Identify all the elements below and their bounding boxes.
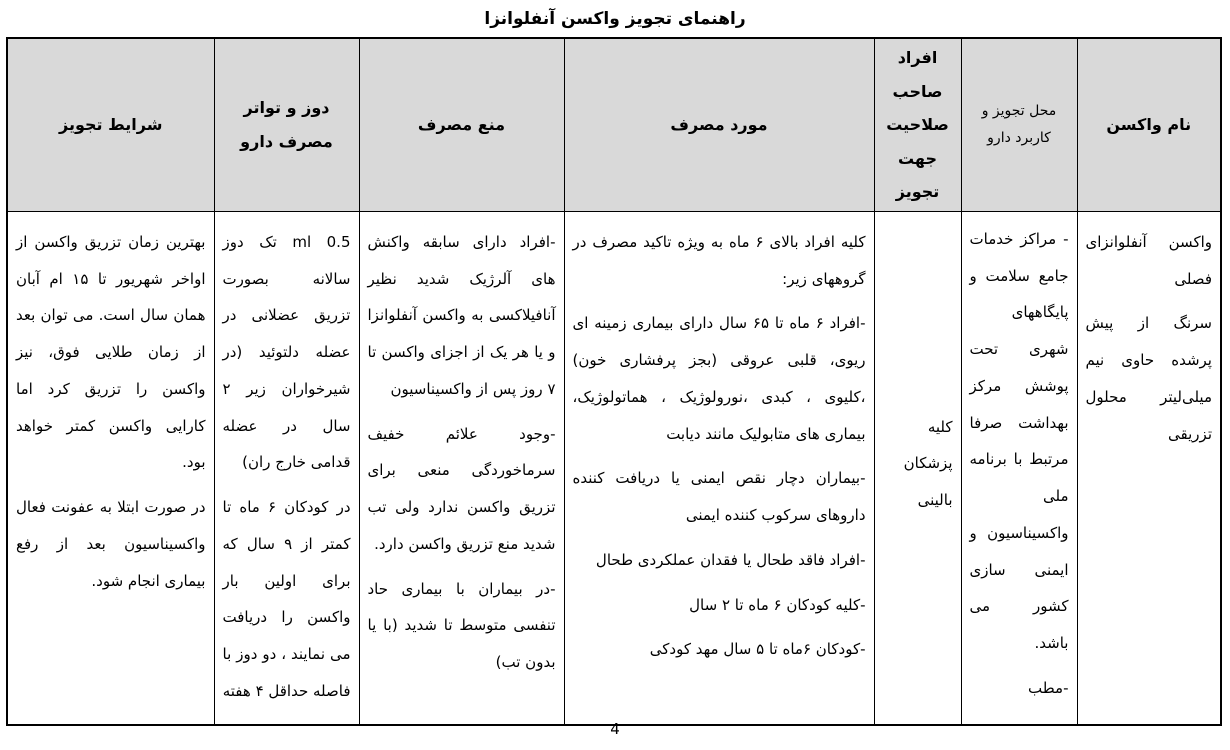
indications-item-5: -کودکان ۶ماه تا ۵ سال مهد کودکی (649, 640, 866, 659)
indications-item-2: -بیماران دچار نقص ایمنی یا دریافت کننده داروهای سرکوب کننده ایمنی (572, 469, 866, 525)
header-indications: مورد مصرف (564, 38, 874, 211)
header-vaccine-name: نام واکسن (1077, 38, 1221, 211)
cell-dose-frequency (214, 211, 359, 724)
page-number: 4 (610, 720, 620, 738)
contraindications-item-2: -وجود علائم خفیف سرماخوردگی منعی برای تزریق واکسن ندارد ولی تب شدید منع تزریق واکسن دارد. (367, 424, 556, 553)
cell-contraindications (359, 211, 564, 724)
header-administration-site: محل تجویز و کاربرد دارو (961, 38, 1077, 211)
contraindications-item-1: -افراد دارای سابقه واکنش های آلرژیک شدید نظیر آنافیلاکسی به واکسن آنفلوانزا و یا هر یک از اجزای واکسن تا ۷ روز پس از واکسیناسیون (367, 232, 556, 398)
document-title: راهنمای تجویز واکسن آنفلوانزا (484, 9, 746, 29)
indications-item-4: -کلیه کودکان ۶ ماه تا ۲ سال (689, 595, 866, 614)
administration-site-office-text: -مطب (1028, 678, 1069, 697)
header-dose-frequency: دوز و تواتر مصرف دارو (214, 38, 359, 211)
cell-qualified-prescribers (874, 211, 961, 724)
cell-administration-site (961, 211, 1077, 724)
table-header-row (7, 38, 1221, 211)
vaccine-form-text: سرنگ از پیش پرشده حاوی نیم میلی‌لیتر محلول تزریقی (1085, 314, 1212, 443)
influenza-vaccine-table (6, 37, 1222, 726)
contraindications-item-3: -در بیماران با بیماری حاد تنفسی متوسط تا شدید (با یا بدون تب) (367, 579, 556, 672)
cell-prescribing-conditions (7, 211, 214, 724)
prescribing-conditions-text-1: بهترین زمان تزریق واکسن از اواخر شهریور تا ۱۵ ام آبان همان سال است. می توان بعد از زمان طلایی فوق، نیز واکسن را تزریق کرد اما کارایی واکسن کمتر خواهد بود. (16, 232, 206, 472)
indications-item-3: -افراد فاقد طحال یا فقدان عملکردی طحال (595, 550, 866, 569)
indications-intro-text: کلیه افراد بالای ۶ ماه به ویژه تاکید مصرف در گروههای زیر: (572, 232, 866, 288)
cell-vaccine-name (1077, 211, 1221, 724)
cell-indications (564, 211, 874, 724)
header-prescribing-conditions: شرایط تجویز (7, 38, 214, 211)
vaccine-data-row (7, 211, 1221, 724)
dose-frequency-text-1: 0.5 ml تک دوز سالانه بصورت تزریق عضلانی در عضله دلتوئید (در شیرخواران زیر ۲ سال در عضله قدامی خارج ران) (222, 232, 351, 472)
vaccine-name-text: واکسن آنفلوانزای فصلی (1085, 232, 1212, 288)
header-qualified-prescribers: افراد صاحب صلاحیت جهت تجویز (874, 38, 961, 211)
prescribing-conditions-text-2: در صورت ابتلا به عفونت فعال واکسیناسیون بعد از رفع بیماری انجام شود. (16, 498, 206, 590)
header-contraindications: منع مصرف (359, 38, 564, 211)
indications-item-1: -افراد ۶ ماه تا ۶۵ سال دارای بیماری زمینه ای ریوی، قلبی عروقی (بجز پرفشاری خون) ،کلیوی ، کبدی ،نورولوژیک ، هماتولوژیک، بیماری های متابولیک مانند دیابت (572, 314, 866, 443)
qualified-prescribers-text: کلیه پزشکان بالینی (903, 417, 953, 510)
administration-site-text: - مراکز خدمات جامع سلامت و پایگاههای شهری تحت پوشش مرکز بهداشت صرفا مرتبط با برنامه ملی واکسیناسیون و ایمنی سازی کشور می باشد. (969, 229, 1069, 653)
dose-frequency-text-2: در کودکان ۶ ماه تا کمتر از ۹ سال که برای اولین بار واکسن را دریافت می نمایند ، دو دوز با فاصله حداقل ۴ هفته (222, 498, 351, 700)
